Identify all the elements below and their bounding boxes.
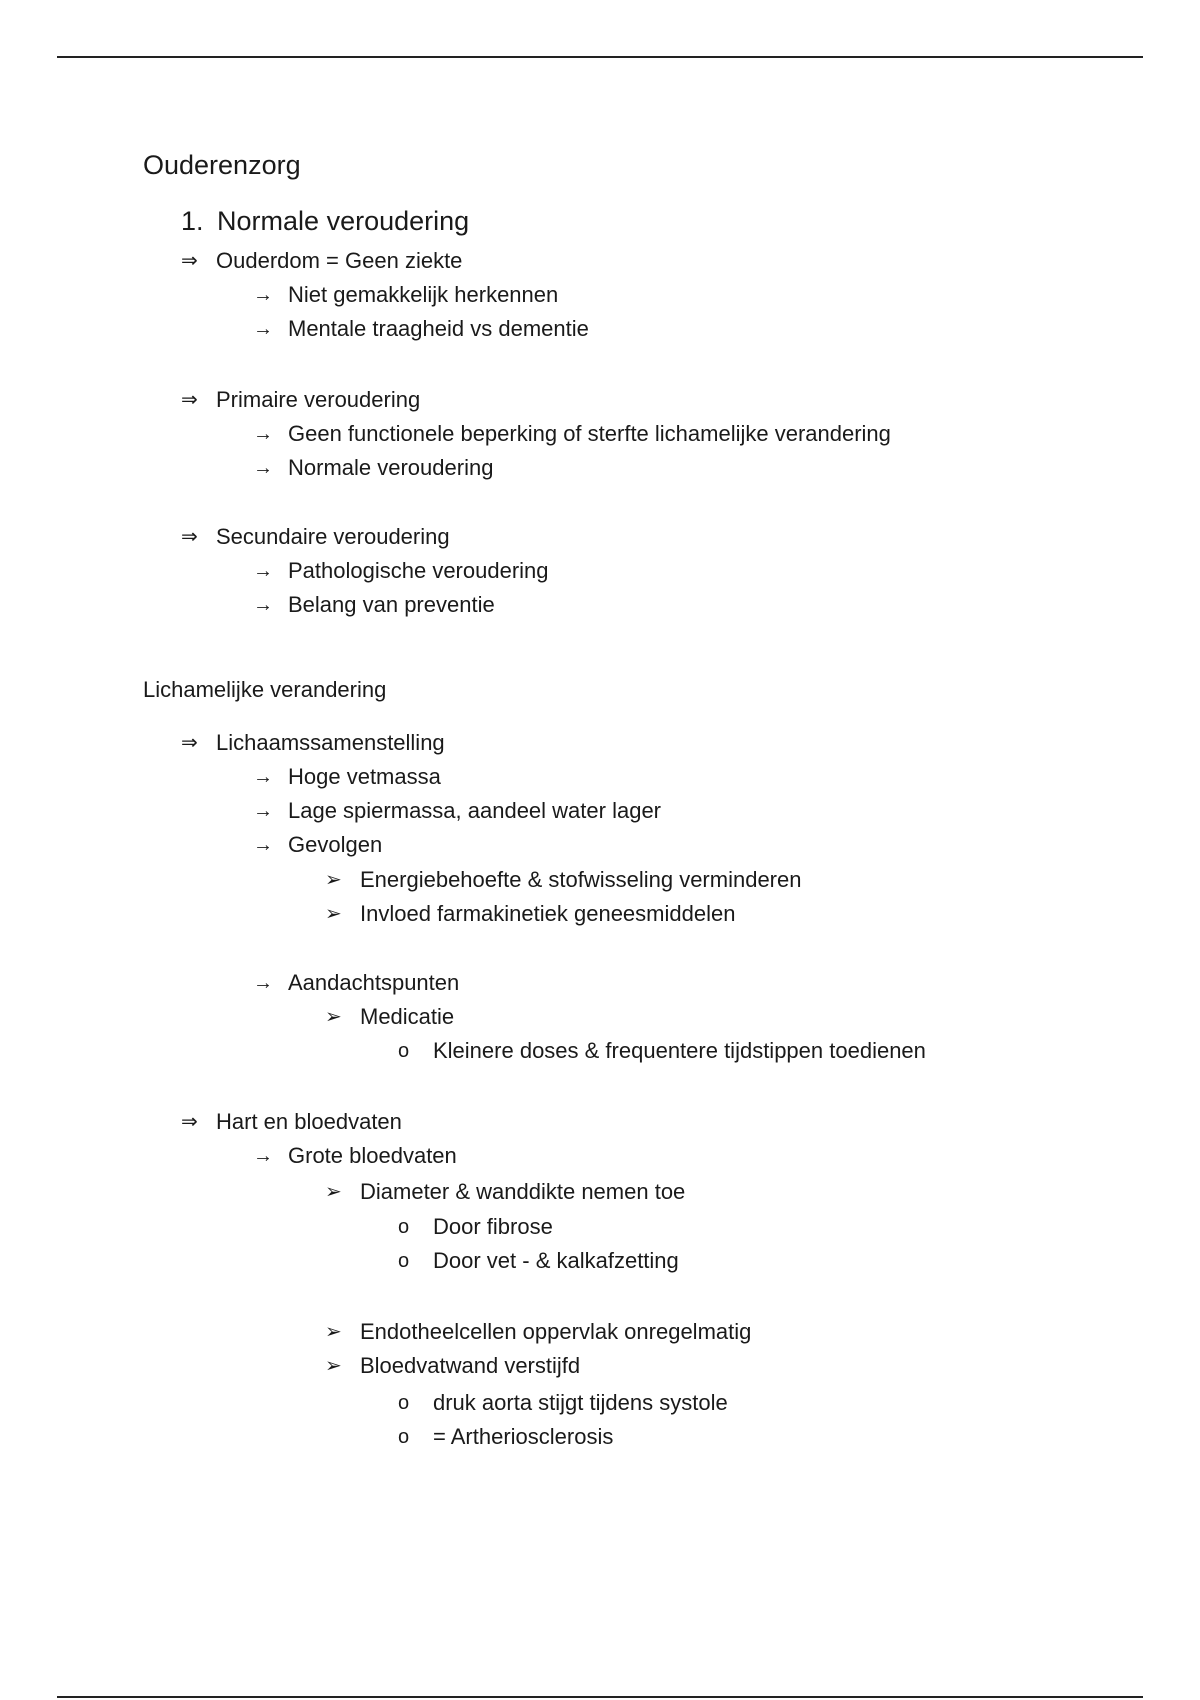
list-item: ⇒ Lichaamssamenstelling — [181, 730, 445, 755]
list-item: o Kleinere doses & frequentere tijdstippen toedienen — [398, 1038, 926, 1063]
double-arrow-icon: ⇒ — [181, 732, 198, 754]
list-item: o druk aorta stijgt tijdens systole — [398, 1390, 728, 1415]
list-item: → Geen functionele beperking of sterfte lichamelijke verandering — [253, 421, 891, 446]
list-item: → Lage spiermassa, aandeel water lager — [253, 798, 662, 823]
list-item: → Aandachtspunten — [253, 970, 460, 995]
list-item: ➢ Endotheelcellen oppervlak onregelmatig — [325, 1319, 752, 1344]
list-item: ⇒ Ouderdom = Geen ziekte — [181, 248, 463, 273]
circle-bullet-icon: o — [398, 1250, 410, 1272]
list-item: ➢ Diameter & wanddikte nemen toe — [325, 1179, 686, 1204]
double-arrow-icon: ⇒ — [181, 1111, 198, 1133]
list-item: o Door fibrose — [398, 1214, 553, 1239]
double-arrow-icon: ⇒ — [181, 526, 198, 548]
arrowhead-bullet-icon: ➢ — [325, 869, 342, 891]
circle-bullet-icon: o — [398, 1216, 410, 1238]
list-item: → Niet gemakkelijk herkennen — [253, 282, 559, 307]
arrow-icon: → — [253, 423, 273, 445]
list-item: ⇒ Hart en bloedvaten — [181, 1109, 402, 1134]
arrow-icon: → — [253, 457, 273, 479]
list-item: → Pathologische veroudering — [253, 558, 549, 583]
arrow-icon: → — [253, 594, 273, 616]
list-item: o Door vet - & kalkafzetting — [398, 1248, 679, 1273]
arrow-icon: → — [253, 834, 273, 856]
arrowhead-bullet-icon: ➢ — [325, 1181, 342, 1203]
list-item: → Normale veroudering — [253, 455, 494, 480]
arrow-icon: → — [253, 972, 273, 994]
arrow-icon: → — [253, 800, 273, 822]
double-arrow-icon: ⇒ — [181, 250, 198, 272]
bottom-rule — [57, 1696, 1143, 1698]
list-item: → Grote bloedvaten — [253, 1143, 457, 1168]
arrow-icon: → — [253, 284, 273, 306]
double-arrow-icon: ⇒ — [181, 389, 198, 411]
circle-bullet-icon: o — [398, 1040, 410, 1062]
list-item: → Gevolgen — [253, 832, 383, 857]
section-heading — [181, 204, 469, 238]
list-item: → Belang van preventie — [253, 592, 495, 617]
list-item: ➢ Invloed farmakinetiek geneesmiddelen — [325, 901, 736, 926]
arrow-icon: → — [253, 1145, 273, 1167]
section-title: Normale veroudering — [217, 206, 470, 236]
list-item: o = Artheriosclerosis — [398, 1424, 614, 1449]
list-item: ➢ Energiebehoefte & stofwisseling verminderen — [325, 867, 802, 892]
list-item: ⇒ Secundaire veroudering — [181, 524, 450, 549]
list-item: ⇒ Primaire veroudering — [181, 387, 421, 412]
arrowhead-bullet-icon: ➢ — [325, 903, 342, 925]
arrow-icon: → — [253, 766, 273, 788]
arrowhead-bullet-icon: ➢ — [325, 1006, 342, 1028]
circle-bullet-icon: o — [398, 1426, 410, 1448]
circle-bullet-icon: o — [398, 1392, 410, 1414]
list-item: → Mentale traagheid vs dementie — [253, 316, 589, 341]
arrow-icon: → — [253, 318, 273, 340]
arrowhead-bullet-icon: ➢ — [325, 1321, 342, 1343]
list-item: ➢ Medicatie — [325, 1004, 455, 1029]
arrow-icon: → — [253, 560, 273, 582]
list-item: ➢ Bloedvatwand verstijfd — [325, 1353, 581, 1378]
section-number: 1. — [181, 206, 204, 236]
top-rule — [57, 56, 1143, 58]
list-item: → Hoge vetmassa — [253, 764, 441, 789]
arrowhead-bullet-icon: ➢ — [325, 1355, 342, 1377]
page-title: Ouderenzorg — [143, 150, 301, 180]
subheading: Lichamelijke verandering — [143, 677, 387, 702]
